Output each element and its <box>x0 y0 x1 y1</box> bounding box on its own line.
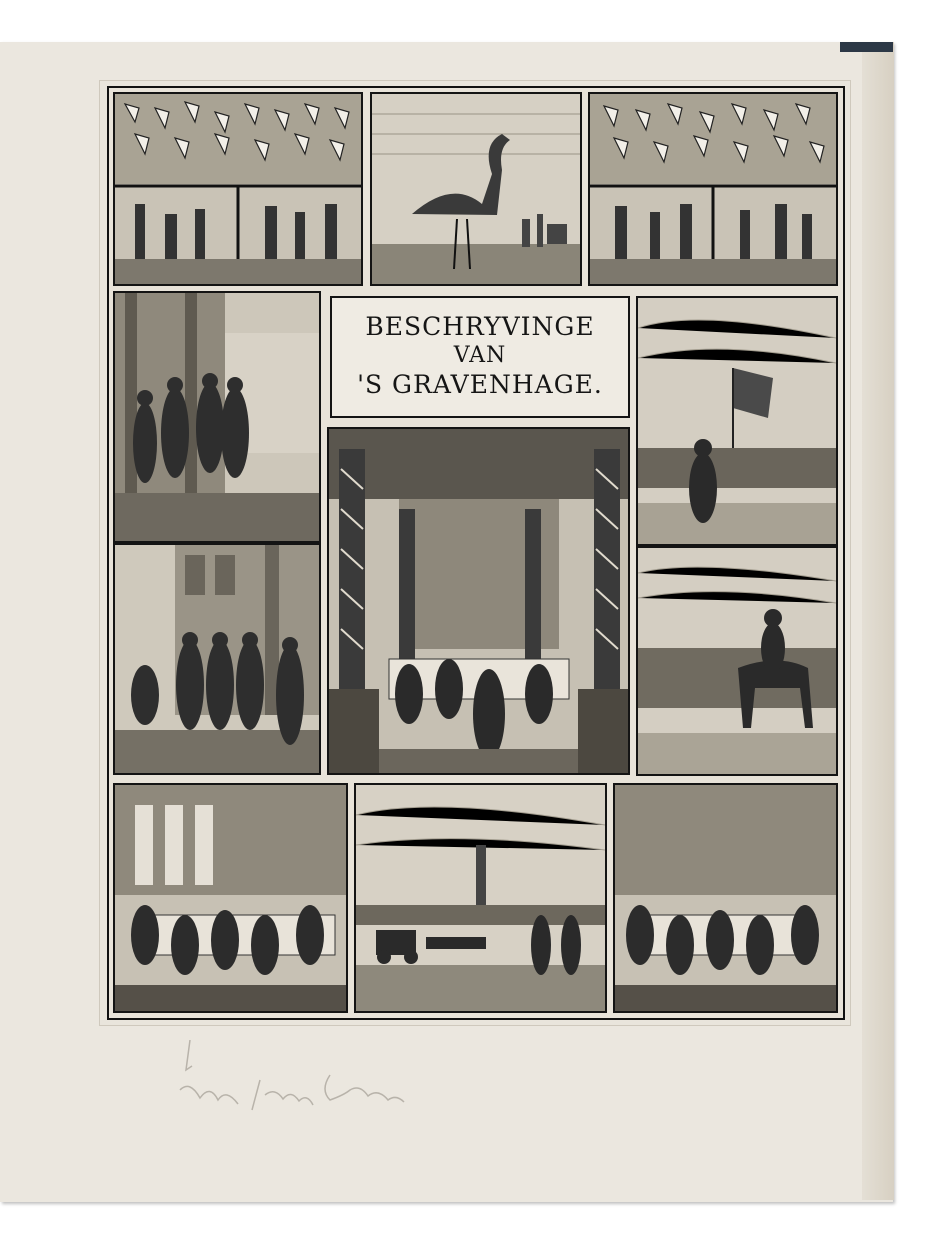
pencil-inscription <box>170 1040 430 1130</box>
banners-hall-icon <box>115 94 361 284</box>
stork-icon <box>372 94 580 284</box>
vignette-carriage-city <box>354 783 607 1013</box>
figures-icon <box>115 293 319 541</box>
title-line-3: 'S GRAVENHAGE. <box>357 370 603 399</box>
vignette-council-right <box>613 783 838 1013</box>
banners-hall-icon <box>590 94 836 284</box>
vignette-greeting-portico <box>113 543 321 775</box>
horseman-icon <box>638 548 836 774</box>
title-cartouche <box>330 296 630 418</box>
council-icon <box>115 785 346 1011</box>
vignette-stork-landscape <box>370 92 582 286</box>
columns-hall-icon <box>329 429 628 773</box>
figures-icon <box>115 545 319 773</box>
vignette-soldiers-flag <box>636 296 838 546</box>
vignette-hall-banners-left <box>113 92 363 286</box>
title-line-1: BESCHRYVINGE <box>365 312 595 341</box>
vignette-gentlemen-steps <box>113 291 321 543</box>
carriage-icon <box>356 785 605 1011</box>
page-fore-edge <box>862 42 894 1200</box>
vignette-assembly-hall <box>327 427 630 775</box>
vignette-council-left <box>113 783 348 1013</box>
title-line-2: VAN <box>453 343 507 368</box>
vignette-hall-banners-right <box>588 92 838 286</box>
soldiers-icon <box>638 298 836 544</box>
book-cover-corner <box>840 42 893 52</box>
vignette-cavalry-officer <box>636 546 838 776</box>
council-icon <box>615 785 836 1011</box>
